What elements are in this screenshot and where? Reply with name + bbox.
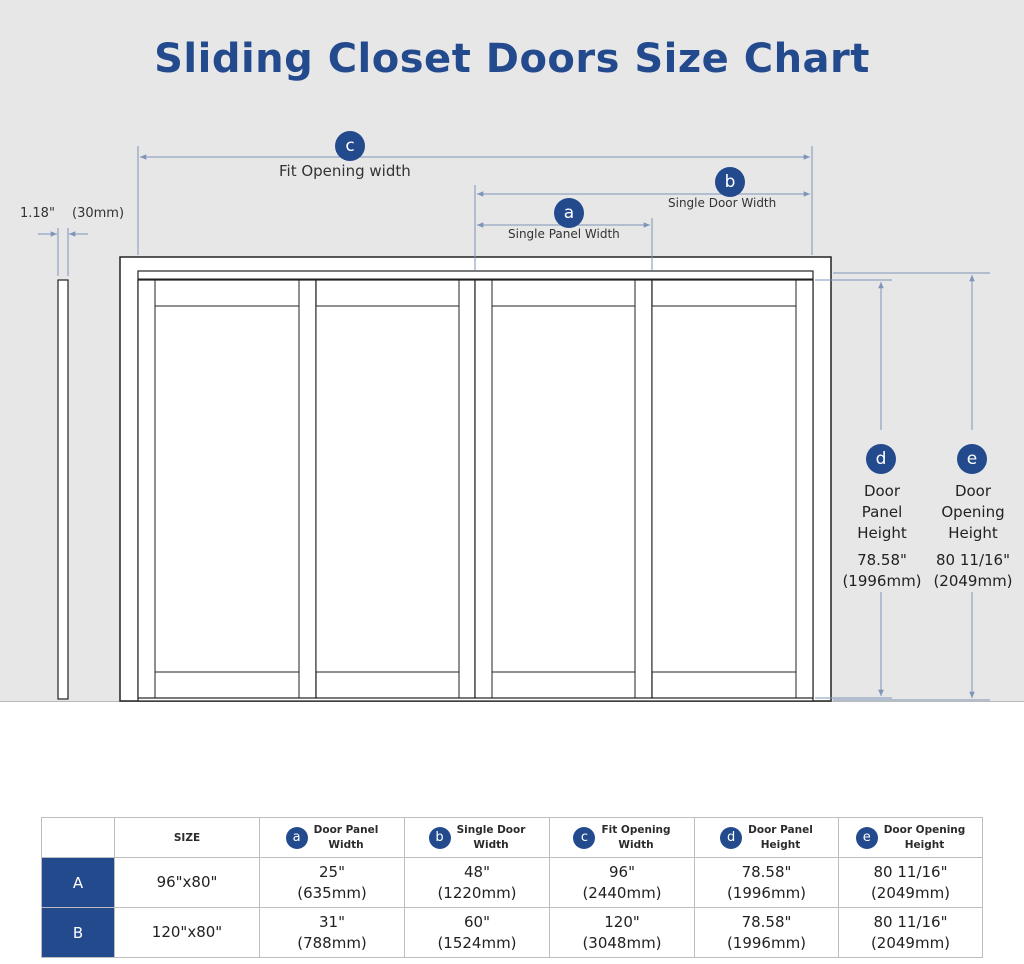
badge-a: a [554, 198, 584, 228]
header-door-panel-width: a Door Panel Width [260, 818, 405, 858]
value-cell: 78.58" (1996mm) [695, 908, 839, 958]
table-corner-cell [42, 818, 115, 858]
header-single-door-width: b Single Door Width [405, 818, 550, 858]
value-cell: 48" (1220mm) [405, 858, 550, 908]
label-d-line2: Panel [861, 503, 903, 521]
value-cell: 96" (2440mm) [550, 858, 695, 908]
header-badge-a: a [286, 827, 308, 849]
label-d-inch: 78.58" [857, 551, 907, 569]
label-door-panel-height [836, 481, 928, 592]
page-title: Sliding Closet Doors Size Chart [154, 36, 870, 82]
label-single-door-width: Single Door Width [668, 196, 777, 210]
thickness-inch: 1.18" [20, 206, 55, 221]
row-label-b: B [42, 908, 115, 958]
table-row [42, 858, 983, 908]
header-door-panel-height: d Door Panel Height [695, 818, 839, 858]
size-table [41, 817, 983, 958]
badge-c: c [335, 131, 365, 161]
label-d-mm: (1996mm) [842, 572, 922, 590]
table-row [42, 908, 983, 958]
label-e-line1: Door [954, 482, 992, 500]
header-door-opening-height: e Door Opening Height [839, 818, 983, 858]
label-fit-opening-width: Fit Opening width [279, 162, 411, 180]
value-cell: 25" (635mm) [260, 858, 405, 908]
header-badge-e: e [856, 827, 878, 849]
row-label-a: A [42, 858, 115, 908]
value-cell: 120" (3048mm) [550, 908, 695, 958]
header-badge-b: b [429, 827, 451, 849]
label-e-line2: Opening [941, 503, 1005, 521]
value-cell: 80 11/16" (2049mm) [839, 908, 983, 958]
badge-b: b [715, 167, 745, 197]
header-size: SIZE [115, 818, 260, 858]
value-cell: 80 11/16" (2049mm) [839, 858, 983, 908]
label-single-panel-width: Single Panel Width [508, 227, 620, 241]
value-cell: 31" (788mm) [260, 908, 405, 958]
label-e-mm: (2049mm) [933, 572, 1013, 590]
value-cell: 60" (1524mm) [405, 908, 550, 958]
header-badge-c: c [573, 827, 595, 849]
value-cell: 78.58" (1996mm) [695, 858, 839, 908]
label-e-line3: Height [948, 524, 998, 542]
label-e-inch: 80 11/16" [936, 551, 1010, 569]
header-fit-opening-width: c Fit Opening Width [550, 818, 695, 858]
size-cell: 96"x80" [115, 858, 260, 908]
badge-e: e [957, 444, 987, 474]
door-profile [58, 280, 68, 699]
badge-d: d [866, 444, 896, 474]
label-door-opening-height [926, 481, 1020, 592]
label-d-line3: Height [857, 524, 907, 542]
table-header-row [42, 818, 983, 858]
thickness-mm: (30mm) [72, 206, 125, 221]
label-d-line1: Door [863, 482, 901, 500]
header-badge-d: d [720, 827, 742, 849]
size-cell: 120"x80" [115, 908, 260, 958]
